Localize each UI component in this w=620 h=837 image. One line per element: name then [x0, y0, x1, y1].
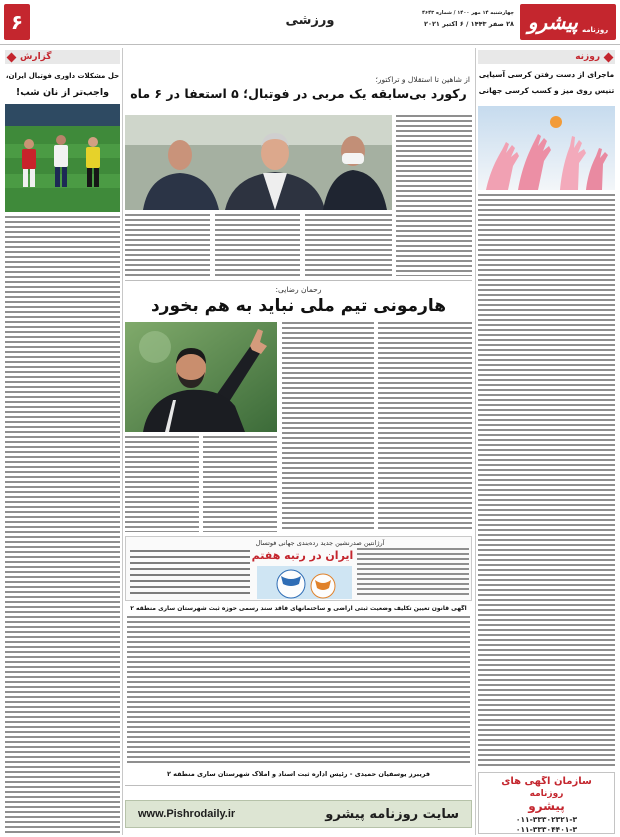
photo-coach-with-officials — [125, 115, 392, 210]
futsal-kicker: آرژانتین صدرنشین جدید رده‌بندی جهانی فوتسال — [255, 539, 385, 547]
left-body-text — [5, 216, 120, 833]
ad-line-3: پیشرو — [528, 799, 565, 813]
right-headline-line-2[interactable]: تنیس روی میز و کسب کرسی جهانی — [478, 86, 615, 95]
futsal-headline[interactable]: ایران در رتبه هفتم — [251, 549, 354, 562]
ad-line-1: سازمان آگهی های — [501, 776, 592, 787]
column-divider-right — [475, 48, 476, 835]
legal-notice-headline: آگهی قانون تعیین تکلیف وضعیت ثبتی اراضی و ساختمانهای فاقد سند رسمی حوزه ثبت شهرستان ساری منطقه ۲ — [130, 605, 467, 612]
issue-date-line-1: چهارشنبه ۱۴ مهر ۱۴۰۰ / شماره ۴۶۴۳ — [421, 10, 514, 16]
issue-date-block — [414, 8, 514, 30]
lead-body-text-column-2 — [125, 214, 210, 276]
issue-date-line-2: ۲۸ صفر ۱۴۴۳ / ۶ اکتبر ۲۰۲۱ — [424, 20, 514, 28]
legal-notice-divider — [125, 785, 472, 786]
second-kicker: رحمان رضایی: — [275, 285, 322, 294]
ad-phone-2[interactable]: ۰۱۱-۳۳۳۰۴۴۰۱-۳ — [515, 825, 578, 834]
left-headline-line-1[interactable]: حل مشکلات داوری فوتبال ایران، — [5, 72, 120, 80]
section-tag-label: روزنه — [575, 52, 600, 62]
lead-kicker: از شاهین تا استقلال و تراکتور؛ — [375, 75, 470, 84]
section-tag-gozaresh — [5, 50, 120, 64]
photo-futsal-balls — [257, 566, 352, 599]
right-body-text — [478, 194, 615, 768]
diamond-icon — [604, 52, 614, 62]
banner-title: سایت روزنامه پیشرو — [325, 806, 459, 822]
photo-football-referee — [5, 104, 120, 212]
banner-url-link[interactable]: www.Pishrodaily.ir — [138, 808, 236, 820]
right-headline-line-1[interactable]: ماجرای از دست رفتن کرسی آسیایی — [478, 70, 615, 79]
website-banner[interactable] — [125, 800, 472, 828]
diamond-icon — [7, 52, 17, 62]
second-body-text-column-3 — [203, 436, 277, 532]
story-divider — [125, 280, 472, 281]
futsal-ranking-list — [130, 550, 250, 598]
ad-phone-1[interactable]: ۰۱۱-۳۳۳۰۲۳۲۱-۳ — [515, 815, 578, 824]
header-divider — [0, 44, 620, 45]
second-body-text-column-1 — [378, 322, 472, 532]
lead-headline[interactable]: رکورد بی‌سابقه یک مربی در فوتبال؛ ۵ استعفا در ۶ ماه — [130, 86, 467, 101]
logo-main-text: پیشرو — [527, 10, 578, 34]
newspaper-logo[interactable] — [520, 4, 616, 40]
page-number: ۶ — [4, 4, 30, 40]
photo-table-tennis-hands — [478, 106, 615, 190]
section-tag-rozaneh — [478, 50, 615, 64]
second-body-text-column-4 — [125, 436, 199, 532]
legal-notice-signature: فریبرز یوسفیان حمیدی - رئیس اداره ثبت اسناد و املاک شهرستان ساری منطقه ۲ — [166, 770, 431, 778]
futsal-body-text — [357, 548, 469, 598]
lead-body-text-column-4 — [305, 214, 392, 276]
ad-line-2: روزنامه — [529, 789, 564, 799]
lead-body-text-column-3 — [215, 214, 300, 276]
left-headline-line-2[interactable]: واجب‌تر از نان شب! — [15, 87, 110, 98]
column-divider-left — [122, 48, 123, 835]
legal-notice-body — [127, 616, 470, 766]
section-title: ورزشی — [285, 13, 335, 28]
photo-coach-pointing — [125, 322, 277, 432]
second-body-text-column-2 — [282, 322, 374, 532]
second-headline[interactable]: هارمونی تیم ملی نباید به هم بخورد — [150, 296, 447, 316]
section-tag-label: گزارش — [20, 52, 52, 62]
lead-body-text-column-1 — [396, 115, 472, 276]
logo-small-text: روزنامه — [581, 26, 609, 34]
